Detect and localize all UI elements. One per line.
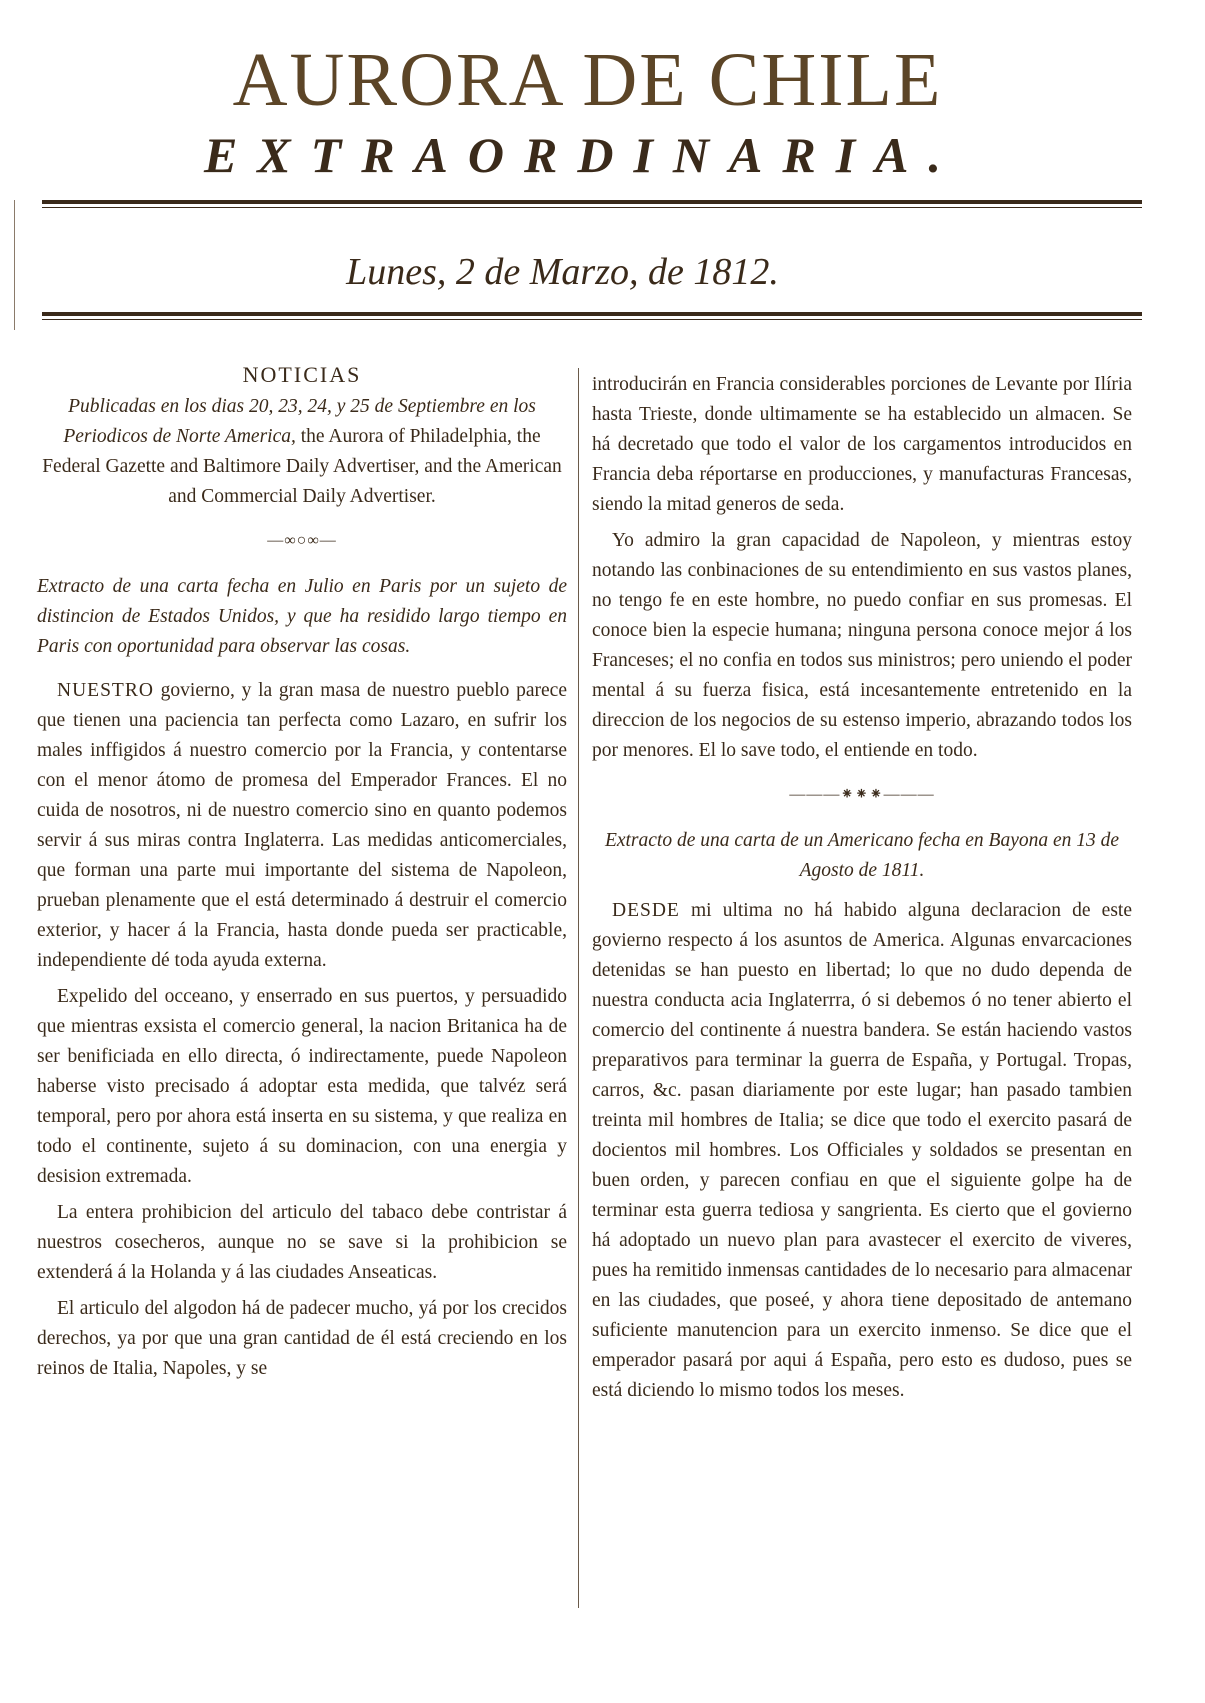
date-rule [42,312,1142,320]
article-paragraph: Yo admiro la gran capacidad de Napoleon, y mientras estoy notando las conbinaciones de su entendimiento en sus vastos planes, no tengo fe en este hombre, no puedo confiar en sus promesas. El conoce bien la especie humana; ninguna persona conoce mejor á los Franceses; el no confia en todos sus ministros; pero uniendo el poder mental á su fuerza fisica, está incesantemente entretenido en la direccion de los negocios de su estenso imperio, abrazando todos los por menores. El lo save todo, el entiende en todo. [592,530,1132,761]
extract-title: Extracto de una carta fecha en Julio en Paris por un sujeto de distincion de Estados Unidos, y que ha residido largo tiempo en Paris con oportunidad para observar las cosas. [37,576,567,657]
column-divider [578,368,579,1608]
intro-roman: the Aurora of Philadelphia, the Federal Gazette and Baltimore Daily Advertiser, and the American and Commercial Daily Advertiser. [42,426,562,507]
section-heading: NOTICIAS [242,362,362,387]
extract-title: Extracto de una carta de un Americano fecha en Bayona en 13 de Agosto de 1811. [604,830,1120,881]
article-paragraph: Expelido del occeano, y enserrado en sus puertos, y persuadido que mientras exsista el comercio general, la nacion Britanica ha de ser benificiada en ello directa, ó indirectamente, puede Napoleon haberse visto precisado á adoptar esta medida, que talvéz será temporal, pero por ahora está inserta en su sistema, y que realiza en todo el continente, sujeto á su dominacion, con una energia y desision extremada. [37,986,567,1187]
article-paragraph: La entera prohibicion del articulo del tabaco debe contristar á nuestros cosecheros, aunque no se save si la prohibicion se extenderá á la Holanda y á las ciudades Anseaticas. [37,1202,567,1283]
left-column [37,360,567,1390]
masthead-title: AURORA DE CHILE [232,38,943,122]
article-paragraph [592,896,1132,1406]
lead-word: NUESTRO [57,680,154,701]
intro-italic: Publicadas en los dias 20, 23, 24, y 25 de Septiembre en los Periodicos de Norte America, [63,396,536,447]
article-paragraph: El articulo del algodon há de padecer mucho, yá por los crecidos derechos, ya por que una gran cantidad de él está creciendo en los reinos de Italia, Napoles, y se [37,1298,567,1379]
top-rule [42,200,1142,208]
paragraph-text: govierno, y la gran masa de nuestro pueblo parece que tienen una paciencia tan perfecta como Lazaro, en sufrir los males inffigidos á nuestro comercio por la Francia, y contentarse con el menor átomo de promesa del Emperador Frances. El no cuida de nosotros, ni de nuestro comercio sino en quanto podemos servir á sus miras contra Inglaterra. Las medidas anticomerciales, que forman una parte mui importante del sistema de Napoleon, prueban plenamente que el está determinado á destruir el comercio exterior, y hacer á la Francia, hasta donde pueda ser practicable, independiente dé toda ayuda externa. [37,680,567,971]
masthead [0,40,1205,182]
ornament-divider: ———⁕⁕⁕——— [789,786,935,803]
dateline: Lunes, 2 de Marzo, de 1812. [346,251,779,293]
ornament-divider: —∞○∞— [267,532,337,549]
article-paragraph: introducirán en Francia considerables porciones de Levante por Ilíria hasta Trieste, donde ultimamente se ha establecido un almacen. Se há decretado que todo el valor de los cargamentos introducidos en Francia deba réportarse en producciones, y manufacturas Francesas, siendo la mitad generos de seda. [592,374,1132,515]
lead-word: DESDE [612,900,680,921]
masthead-subtitle: EXTRAORDINARIA. [203,127,962,183]
article-paragraph [37,676,567,976]
paragraph-text: mi ultima no há habido alguna declaracion de este govierno respecto á los asuntos de America. Algunas envarcaciones detenidas se han puesto en libertad; lo que no dudo dependa de nuestra conducta acia Inglaterrra, ó si debemos ó no tener abierto el comercio del continente á nuestra bandera. Se están haciendo vastos preparativos para terminar la guerra de España, y Portugal. Tropas, carros, &c. pasan diariamente por este lugar; han pasado tambien treinta mil hombres de Italia; se dice que todo el exercito pasará de docientos mil hombres. Los Officiales y soldados se presentan en buen orden, y parecen confiau en que el siguiente golpe ha de terminar esta guerra tediosa y sangrienta. Es cierto que el govierno há adoptado un nuevo plan para avastecer el exercito de viveres, pues ha remitido inmensas cantidades de lo necesario para almacenar en las ciudades, que poseé, y ahora tiene depositado de antemano suficiente manutencion para un exercito inmenso. Se dice que el emperador pasará por aqui á España, pero esto es dudoso, pues se está diciendo lo mismo todos los meses. [592,900,1132,1401]
right-column [592,370,1132,1412]
intro-paragraph [37,392,567,512]
